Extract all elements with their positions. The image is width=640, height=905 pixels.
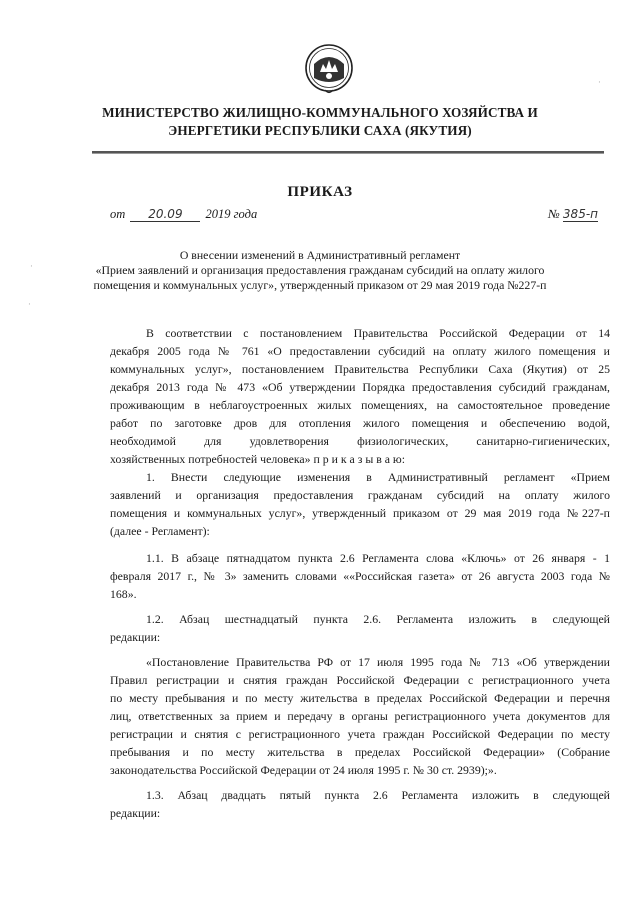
body-line: 1.1. В абзаце пятнадцатом пункта 2.6 Регламента слова «Ключь» от 26 января - 1 <box>146 551 610 565</box>
order-title: ПРИКАЗ <box>287 184 353 200</box>
body-line: 1.2. Абзац шестнадцатый пункта 2.6. Регламента изложить в следующей <box>146 612 610 626</box>
body-line: февраля 2017 г., № 3» заменить словами ««Российская газета» от 26 августа 2003 года № <box>110 569 610 583</box>
number-prefix: № <box>548 207 560 221</box>
body-line: заявлений и организация предоставления гражданам субсидий на оплату жилого <box>110 488 610 502</box>
body-line: законодательства Российской Федерации от 24 июля 1995 г. № 30 ст. 2939);». <box>110 763 497 777</box>
subject-line-1: О внесении изменений в Административный регламент <box>179 248 461 262</box>
scan-mark: · <box>30 262 33 272</box>
body-line: редакции: <box>110 806 161 820</box>
handwritten-date: 20.09 <box>130 207 200 222</box>
body-line: (далее - Регламент): <box>110 524 210 538</box>
subject-line-3: помещения и коммунальных услуг», утвержденный приказом от 29 мая 2019 года №227-п <box>93 278 547 292</box>
ministry-name-line-1: МИНИСТЕРСТВО ЖИЛИЩНО-КОММУНАЛЬНОГО ХОЗЯЙСТВА И <box>102 105 538 120</box>
body-line: «Постановление Правительства РФ от 17 июля 1995 года № 713 «Об утверждении <box>146 655 610 669</box>
body-line: по месту пребывания и по месту жительства в пределах Российской Федерации и перечня <box>110 691 610 705</box>
body-line: помещения и коммунальных услуг», утвержденный приказом от 29 мая 2019 года №227-п <box>110 506 610 520</box>
body-line: декабря 2013 года № 473 «Об утверждении Порядка предоставления субсидий гражданам, <box>110 380 610 394</box>
date-prefix: от <box>110 207 126 221</box>
body-line: необходимой для удовлетворения физиологических, санитарно-гигиенических, <box>110 434 610 448</box>
body-line: коммунальных услуг», постановлением Правительства Республики Саха (Якутия) от 25 <box>110 362 610 376</box>
republic-emblem-icon <box>304 42 354 97</box>
scan-mark: · <box>28 300 31 310</box>
order-number <box>548 207 598 222</box>
body-line: лиц, ответственных за прием и передачу в органы регистрационного учета документов для <box>110 709 610 723</box>
body-line: 1.3. Абзац двадцать пятый пункта 2.6 Регламента изложить в следующей <box>146 788 610 802</box>
body-line: 168». <box>110 587 137 601</box>
body-line: пребывания и по месту жительства в пределах Российской Федерации» (Собрание <box>110 745 610 759</box>
body-line: хозяйственных потребностей человека» п р и к а з ы в а ю: <box>110 452 406 466</box>
header-divider <box>92 151 604 154</box>
body-line: В соответствии с постановлением Правительства Российской Федерации от 14 <box>146 326 610 340</box>
body-line: 1. Внести следующие изменения в Административный регламент «Прием <box>146 470 610 484</box>
body-line: декабря 2005 года № 761 «О предоставлении субсидий на оплату жилого помещения и <box>110 344 610 358</box>
body-line: редакции: <box>110 630 161 644</box>
date-year: 2019 года <box>205 207 258 221</box>
body-line: Правил регистрации и снятия граждан Российской Федерации с регистрационного учета <box>110 673 610 687</box>
subject-line-2: «Прием заявлений и организация предоставления гражданам субсидий на оплату жилого <box>95 263 545 277</box>
ministry-name-line-2: ЭНЕРГЕТИКИ РЕСПУБЛИКИ САХА (ЯКУТИЯ) <box>168 123 472 138</box>
scan-mark: · <box>598 78 601 88</box>
order-date <box>110 207 257 222</box>
body-line: регистрации и снятия с регистрационного учета граждан Российской Федерации по месту <box>110 727 610 741</box>
body-line: проживающим в неблагоустроенных жилых помещениях, на самостоятельное проведение <box>110 398 610 412</box>
body-line: работ по заготовке дров для отопления жилого помещения и обеспечению водой, <box>110 416 610 430</box>
handwritten-number: 385-п <box>562 207 599 221</box>
